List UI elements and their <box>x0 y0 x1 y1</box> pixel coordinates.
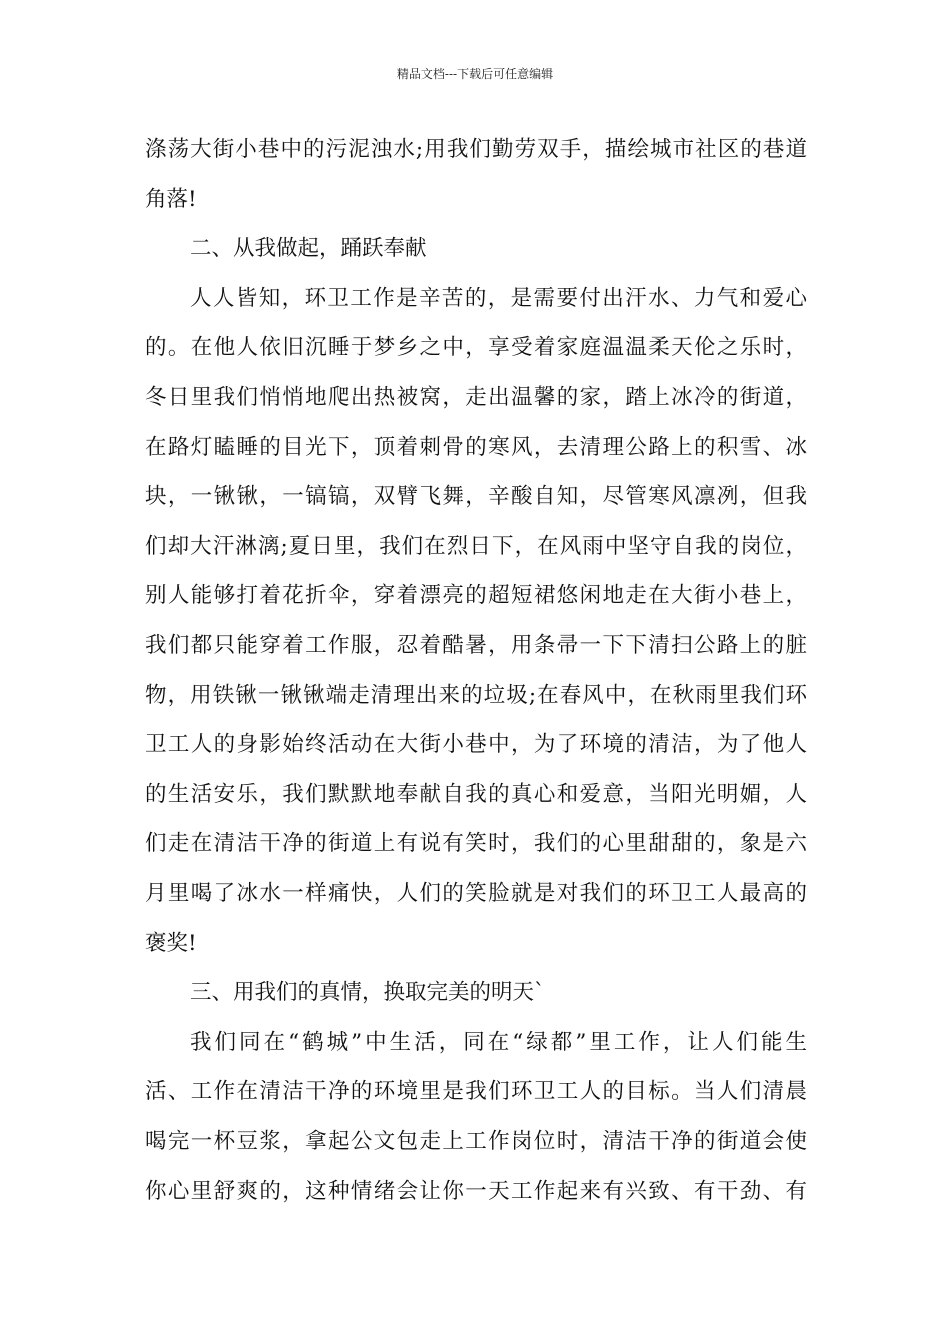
text-line: 二、从我做起，踊跃奉献 <box>190 236 427 261</box>
page-header: 精品文档---下载后可任意编辑 <box>396 67 554 81</box>
text-line: 们却大汗淋漓;夏日里，我们在烈日下，在风雨中坚守自我的岗位， <box>145 534 807 559</box>
text-line: 在路灯瞌睡的目光下，顶着刺骨的寒风，去清理公路上的积雪、冰 <box>145 435 807 460</box>
text-line: 别人能够打着花折伞，穿着漂亮的超短裙悠闲地走在大街小巷上， <box>145 583 807 608</box>
text-line: 冬日里我们悄悄地爬出热被窝，走出温馨的家，踏上冰冷的街道， <box>145 385 807 410</box>
text-line: 活、工作在清洁干净的环境里是我们环卫工人的目标。当人们清晨 <box>145 1079 807 1104</box>
text-line: 人人皆知，环卫工作是辛苦的，是需要付出汗水、力气和爱心 <box>190 286 807 311</box>
text-line: 块，一锹锹，一镐镐，双臂飞舞，辛酸自知，尽管寒风凛冽，但我 <box>145 484 807 509</box>
text-line: 喝完一杯豆浆，拿起公文包走上工作岗位时，清洁干净的街道会使 <box>145 1129 807 1154</box>
text-line: 卫工人的身影始终活动在大街小巷中，为了环境的清洁，为了他人 <box>145 732 807 757</box>
text-line: 们走在清洁干净的街道上有说有笑时，我们的心里甜甜的，象是六 <box>145 831 807 856</box>
text-line: 褒奖! <box>145 931 197 956</box>
text-line: 角落! <box>145 187 197 212</box>
text-line: 我们都只能穿着工作服，忍着酷暑，用条帚一下下清扫公路上的脏 <box>145 633 807 658</box>
text-line: 物，用铁锹一锹锹端走清理出来的垃圾;在春风中，在秋雨里我们环 <box>145 683 807 708</box>
text-line: 的。在他人依旧沉睡于梦乡之中，享受着家庭温温柔天伦之乐时， <box>145 335 807 360</box>
text-line: 月里喝了冰水一样痛快，人们的笑脸就是对我们的环卫工人最高的 <box>145 881 807 906</box>
text-line: 你心里舒爽的，这种情绪会让你一天工作起来有兴致、有干劲、有 <box>145 1179 807 1204</box>
text-line: 涤荡大街小巷中的污泥浊水;用我们勤劳双手，描绘城市社区的巷道 <box>145 137 807 162</box>
text-line: 我们同在“鹤城”中生活，同在“绿都”里工作，让人们能生 <box>190 1030 807 1055</box>
text-line: 三、用我们的真情，换取完美的明天` <box>190 980 545 1005</box>
text-line: 的生活安乐，我们默默地奉献自我的真心和爱意，当阳光明媚，人 <box>145 782 807 807</box>
